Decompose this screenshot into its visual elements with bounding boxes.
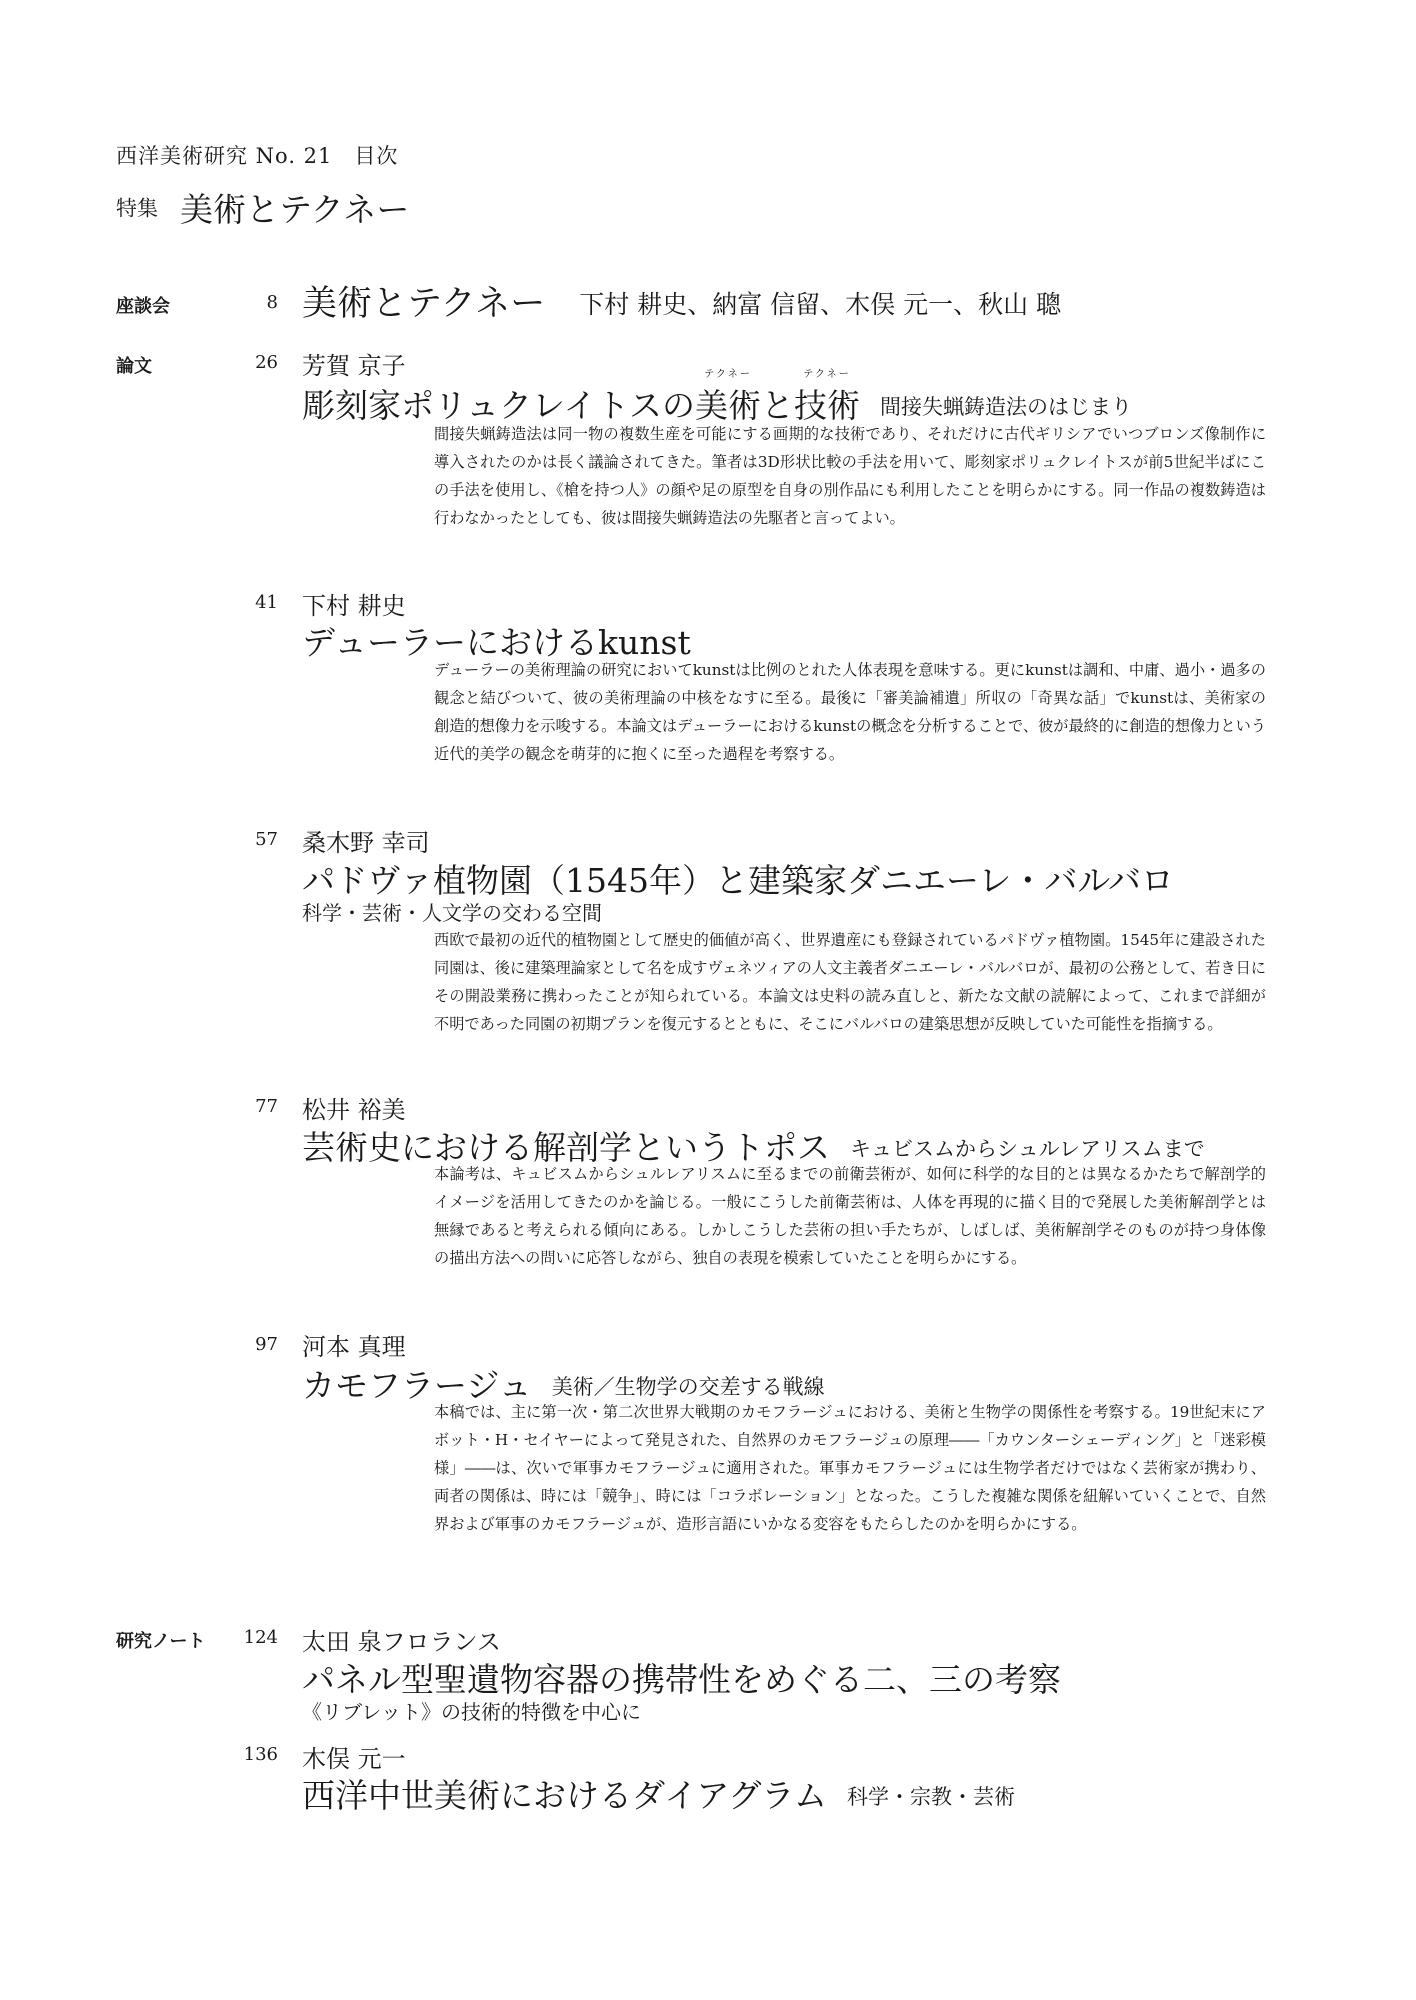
title-text: と — [761, 386, 795, 425]
note-title — [302, 1770, 1015, 1817]
paper-subtitle: 美術／生物学の交差する戦線 — [551, 1375, 825, 1399]
page-number: 41 — [255, 592, 278, 613]
roundtable-participants: 下村 耕史、納富 信留、木俣 元一、秋山 聰 — [579, 290, 1062, 319]
paper-abstract: 間接失蝋鋳造法は同一物の複数生産を可能にする画期的な技術であり、それだけに古代ギリシアでいつブロンズ像制作に導入されたのかは長く議論されてきた。筆者は3D形状比較の手法を用いて、彫刻家ポリュクレイトスが前5世紀半ばにこの手法を使用し、《槍を持つ人》の顔や足の原型を自身の別作品にも利用したことを明らかにする。同一作品の複数鋳造は行わなかったとしても、彼は間接失蝋鋳造法の先駆者と言ってよい。 — [434, 425, 1266, 527]
title-text: 西洋中世美術におけるダイアグラム — [302, 1776, 828, 1815]
toc-header — [116, 140, 409, 231]
feature-theme: 美術とテクネー — [180, 190, 410, 229]
roundtable-title: 美術とテクネー — [302, 284, 546, 324]
feature-label: 特集 — [116, 196, 158, 221]
note-title: パネル型聖遺物容器の携帯性をめぐる二、三の考察 — [302, 1660, 1061, 1699]
section-label-papers: 論文 — [116, 356, 152, 377]
note-subtitle: 科学・宗教・芸術 — [847, 1785, 1016, 1809]
note-subtitle: 《リブレット》の技術的特徴を中心に — [302, 1700, 641, 1724]
paper-abstract: 本論考は、キュビスムからシュルレアリスムに至るまでの前衛芸術が、如何に科学的な目的とは異なるかたちで解剖学的イメージを活用してきたのかを論じる。一般にこうした前衛芸術は、人体を再現的に描く目的で発展した美術解剖学とは無縁であると考えられる傾向にある。しかしこうした芸術の担い手たちが、しばしば、美術解剖学そのものが持つ身体像の描出方法への問いに応答しながら、独自の表現を模索していたことを明らかにする。 — [434, 1165, 1267, 1267]
page-number: 77 — [255, 1096, 278, 1117]
paper-subtitle: 科学・芸術・人文学の交わる空間 — [302, 901, 602, 925]
title-text: カモフラージュ — [302, 1366, 532, 1405]
author-name: 松井 裕美 — [302, 1096, 406, 1124]
author-name: 木俣 元一 — [302, 1745, 406, 1773]
feature-line — [116, 184, 409, 231]
paper-abstract: 本稿では、主に第一次・第二次世界大戦期のカモフラージュにおける、美術と生物学の関係性を考察する。19世紀末にアボット・H・セイヤーによって発見された、自然界のカモフラージュの原理――「カウンターシェーディング」と「迷彩模様」――は、次いで軍事カモフラージュに適用された。軍事カモフラージュには生物学者だけではなく芸術家が携わり、両者の関係は、時には「競争」、時には「コラボレーション」となった。こうした複雑な関係を紐解いていくことで、自然界および軍事のカモフラージュが、造形言語にいかなる変容をもたらしたのかを明らかにする。 — [434, 1403, 1266, 1533]
page-number: 57 — [255, 829, 278, 850]
title-text: 彫刻家ポリュクレイトスの — [302, 386, 696, 425]
paper-abstract: デューラーの美術理論の研究においてkunstは比例のとれた人体表現を意味する。更にkunstは調和、中庸、過小・過多の観念と結びついて、彼の美術理論の中核をなすに至る。最後に「審美論補遺」所収の「奇異な話」でkunstは、美術家の創造的想像力を示唆する。本論文はデューラーにおけるkunstの概念を分析することで、彼が最終的に創造的想像力という近代的美学の観念を萌芽的に抱くに至った過程を考察する。 — [434, 661, 1266, 763]
section-label-roundtable: 座談会 — [116, 296, 170, 317]
author-name: 下村 耕史 — [302, 592, 406, 620]
author-name: 桑木野 幸司 — [302, 829, 430, 857]
page-number: 136 — [243, 1744, 278, 1765]
ruby-reading: テクネー — [704, 369, 752, 380]
paper-subtitle: 間接失蝋鋳造法のはじまり — [880, 395, 1133, 419]
roundtable-title-line — [302, 276, 1061, 326]
page-number: 26 — [255, 352, 278, 373]
page-number: 97 — [255, 1334, 278, 1355]
ruby-base: 技術 — [794, 386, 861, 425]
section-label-notes: 研究ノート — [116, 1631, 206, 1652]
paper-abstract: 西欧で最初の近代的植物園として歴史的価値が高く、世界遺産にも登録されているパドヴァ植物園。1545年に建設された同園は、後に建築理論家として名を成すヴェネツィアの人文主義者ダニエーレ・バルバロが、最初の公務として、若き日にその開設業務に携わったことが知られている。本論文は史料の読み直しと、新たな文献の読解によって、これまで詳細が不明であった同園の初期プランを復元するとともに、そこにバルバロの建築思想が反映していた可能性を指摘する。 — [434, 931, 1266, 1033]
page-number: 124 — [243, 1627, 278, 1648]
ruby-reading: テクネー — [803, 369, 851, 380]
paper-title: デューラーにおけるkunst — [302, 623, 691, 662]
page-number: 8 — [266, 292, 278, 313]
journal-title: 西洋美術研究 No. 21 — [116, 144, 333, 168]
ruby-base: 美術 — [695, 386, 762, 425]
journal-line — [116, 140, 409, 170]
author-name: 太田 泉フロランス — [302, 1628, 501, 1656]
paper-title: パドヴァ植物園（1545年）と建築家ダニエーレ・バルバロ — [302, 861, 1175, 900]
author-name: 河本 真理 — [302, 1333, 406, 1361]
author-name: 芳賀 京子 — [302, 352, 406, 380]
paper-subtitle: キュビスムからシュルレアリスムまで — [850, 1137, 1205, 1161]
toc-label: 目次 — [354, 144, 399, 168]
title-text: 芸術史における解剖学というトポス — [302, 1128, 830, 1167]
